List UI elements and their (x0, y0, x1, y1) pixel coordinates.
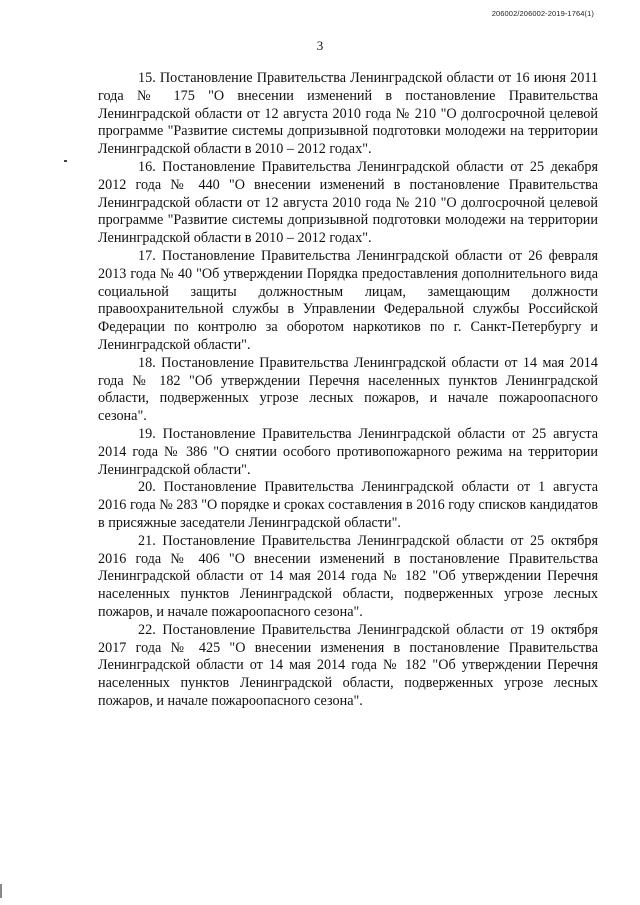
list-item-15: 15. Постановление Правительства Ленинградской области от 16 июня 2011 года № 175 "О внесении изменений в постановление Правительства Ленинградской области от 12 августа 2010 года № 210 "О долгосрочной целевой программе "Развитие системы допризывной подготовки молодежи на территории Ленинградской области в 2010 – 2012 годах". (98, 70, 598, 158)
page-number: 3 (316, 38, 324, 53)
list-item-20: 20. Постановление Правительства Ленинградской области от 1 августа 2016 года № 283 "О порядке и сроках составления в 2016 году списков кандидатов в присяжные заседатели Ленинградской области". (98, 479, 598, 531)
list-item-17: 17. Постановление Правительства Ленинградской области от 26 февраля 2013 года № 40 "Об утверждении Порядка предоставления дополнительного вида социальной защиты должностным лицам, замещающим должности правоохранительной службы в Управлении Федеральной службы Российской Федерации по контролю за оборотом наркотиков по г. Санкт-Петербургу и Ленинградской области". (98, 247, 598, 353)
list-item-18: 18. Постановление Правительства Ленинградской области от 14 мая 2014 года № 182 "Об утверждении Перечня населенных пунктов Ленинградской области, подверженных угрозе лесных пожаров, и начале пожароопасного сезона". (98, 354, 598, 425)
document-body (98, 70, 598, 711)
margin-mark (64, 160, 67, 162)
list-item-21: 21. Постановление Правительства Ленинградской области от 25 октября 2016 года № 406 "О внесении изменений в постановление Правительства Ленинградской области от 14 мая 2014 года № 182 "Об утверждении Перечня населенных пунктов Ленинградской области, подверженных угрозе лесных пожаров, и начале пожароопасного сезона". (98, 532, 598, 620)
list-item-16: 16. Постановление Правительства Ленинградской области от 25 декабря 2012 года № 440 "О внесении изменений в постановление Правительства Ленинградской области от 12 августа 2010 года № 210 "О долгосрочной целевой программе "Развитие системы допризывной подготовки молодежи на территории Ленинградской области в 2010 – 2012 годах". (98, 158, 598, 247)
scan-edge-mark (0, 884, 2, 898)
list-item-22: 22. Постановление Правительства Ленинградской области от 19 октября 2017 года № 425 "О внесении изменения в постановление Правительства Ленинградской области от 14 мая 2014 года № 182 "Об утверждении Перечня населенных пунктов Ленинградской области, подверженных угрозе лесных пожаров, и начале пожароопасного сезона". (98, 621, 598, 709)
document-id: 206002/206002-2019-1764(1) (491, 9, 594, 18)
list-item-19: 19. Постановление Правительства Ленинградской области от 25 августа 2014 года № 386 "О снятии особого противопожарного режима на территории Ленинградской области". (98, 425, 598, 478)
